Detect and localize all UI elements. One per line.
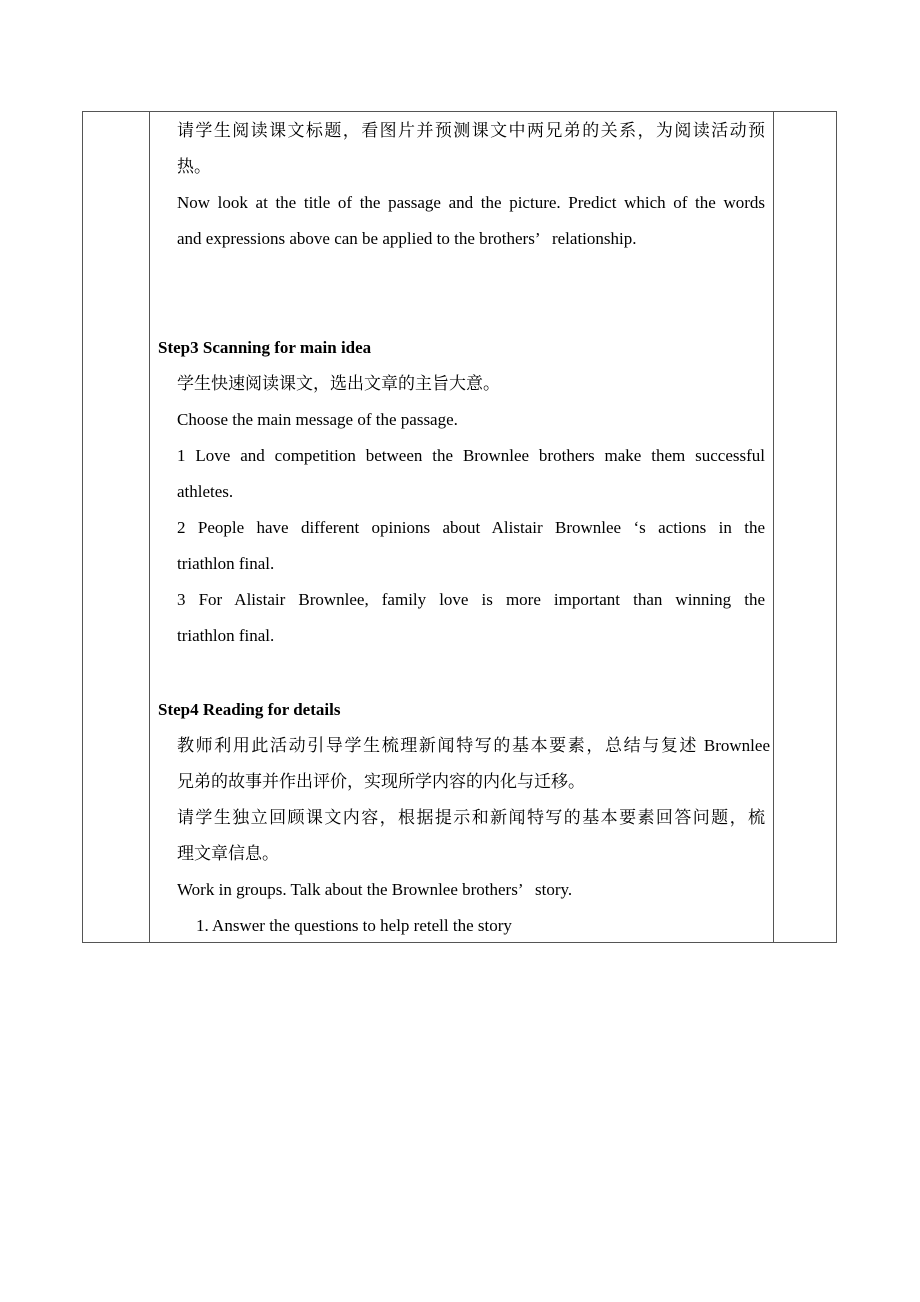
option-line: 2 People have different opinions about Alistair Brownlee ‘s actions in the [177, 518, 765, 537]
option-line: triathlon final. [177, 626, 275, 645]
option-line: 3 For Alistair Brownlee, family love is more important than winning the [177, 590, 765, 609]
paragraph-line: 请学生阅读课文标题，看图片并预测课文中两兄弟的关系，为阅读活动预 [177, 121, 765, 140]
paragraph-line: 兄弟的故事并作出评价，实现所学内容的内化与迁移。 [177, 772, 585, 791]
step3-heading: Step3 Scanning for main idea [158, 338, 372, 357]
paragraph-line: 热。 [177, 157, 211, 176]
list-item: 1. Answer the questions to help retell the story [196, 916, 512, 935]
column-divider [773, 112, 774, 942]
option-line: 1 Love and competition between the Brownlee brothers make them successful [177, 446, 765, 465]
option-line: athletes. [177, 482, 234, 501]
paragraph-line: 教师利用此活动引导学生梳理新闻特写的基本要素，总结与复述 Brownlee [177, 736, 770, 755]
paragraph-line: Choose the main message of the passage. [177, 410, 458, 429]
step4-heading: Step4 Reading for details [158, 700, 341, 719]
paragraph-line: 理文章信息。 [177, 844, 279, 863]
option-line: triathlon final. [177, 554, 275, 573]
paragraph-line: Now look at the title of the passage and the picture. Predict which of the words [177, 193, 765, 212]
column-divider [149, 112, 150, 942]
paragraph-line: 学生快速阅读课文，选出文章的主旨大意。 [177, 374, 500, 393]
paragraph-line: 请学生独立回顾课文内容，根据提示和新闻特写的基本要素回答问题，梳 [177, 808, 765, 827]
paragraph-line: Work in groups. Talk about the Brownlee brothers’ story. [177, 880, 573, 899]
paragraph-line: and expressions above can be applied to the brothers’ relationship. [177, 229, 637, 248]
